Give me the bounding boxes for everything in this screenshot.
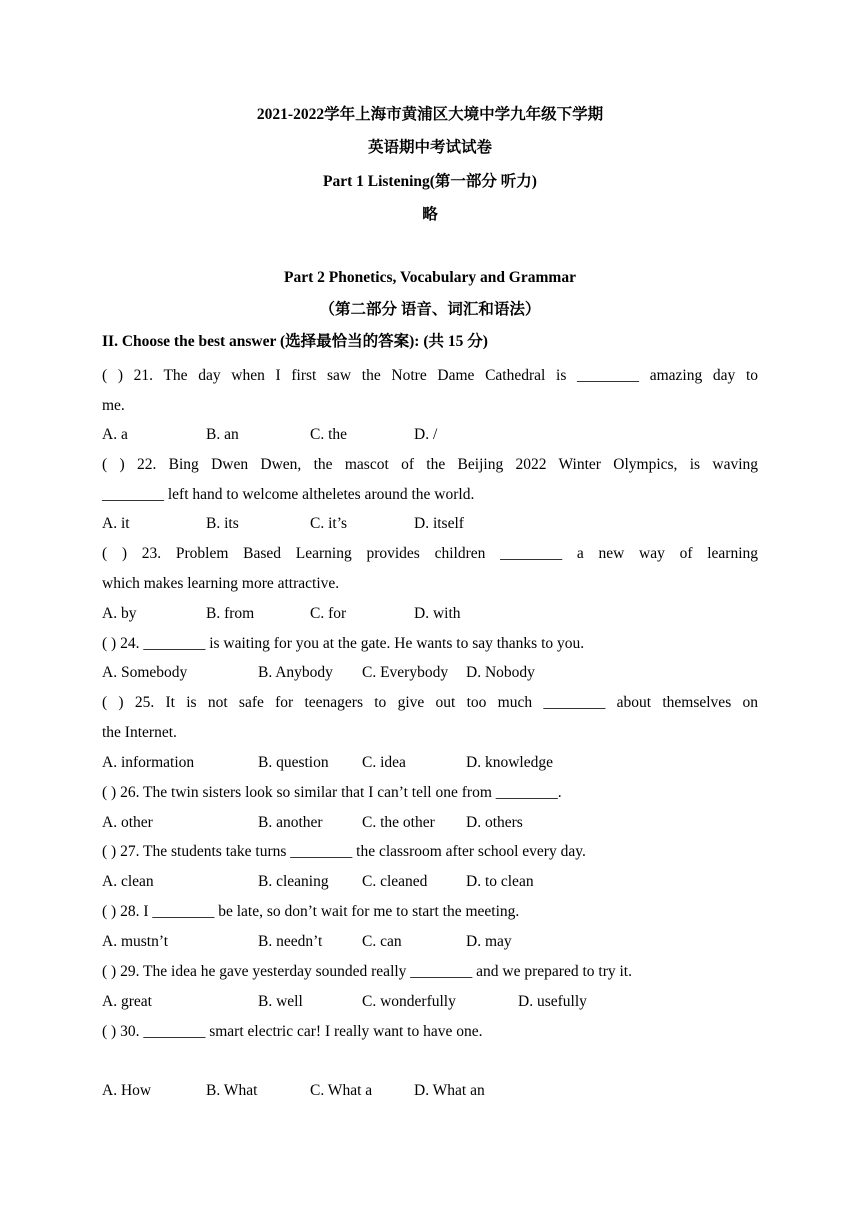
- option-d: D. usefully: [518, 993, 587, 1010]
- question-stem: ( ) 21. The day when I first saw the Notre Dame Cathedral is ________ amazing day to: [102, 367, 758, 384]
- option-d: D. may: [466, 933, 512, 950]
- option-c: C. the: [310, 426, 348, 443]
- section-heading: II. Choose the best answer (选择最恰当的答案): (共 15 分): [102, 333, 488, 350]
- option-b: B. What: [206, 1082, 258, 1099]
- option-c: C. it’s: [310, 515, 348, 532]
- option-a: A. by: [102, 605, 137, 622]
- option-c: C. the other: [362, 814, 435, 831]
- option-d: D. knowledge: [466, 754, 553, 771]
- option-a: A. clean: [102, 873, 154, 890]
- option-a: A. a: [102, 426, 128, 443]
- option-c: C. cleaned: [362, 873, 428, 890]
- option-d: D. others: [466, 814, 523, 831]
- question-stem: ( ) 24. ________ is waiting for you at the gate. He wants to say thanks to you.: [102, 635, 585, 652]
- option-b: B. another: [258, 814, 323, 831]
- option-b: B. its: [206, 515, 239, 532]
- option-a: A. mustn’t: [102, 933, 169, 950]
- option-d: D. /: [414, 426, 438, 443]
- question-stem: ( ) 22. Bing Dwen Dwen, the mascot of the Beijing 2022 Winter Olympics, is waving: [102, 456, 758, 473]
- option-b: B. well: [258, 993, 303, 1010]
- exam-title: 2021-2022学年上海市黄浦区大境中学九年级下学期: [256, 106, 604, 123]
- option-d: D. to clean: [466, 873, 534, 890]
- option-c: C. can: [362, 933, 402, 950]
- option-c: C. Everybody: [362, 664, 449, 681]
- option-b: B. Anybody: [258, 664, 333, 681]
- option-a: A. How: [102, 1082, 152, 1099]
- question-stem: ( ) 23. Problem Based Learning provides children ________ a new way of learning: [102, 545, 758, 562]
- question-stem: ( ) 26. The twin sisters look so similar that I can’t tell one from ________.: [102, 784, 562, 801]
- question-stem-continued: the Internet.: [102, 724, 177, 741]
- option-a: A. information: [102, 754, 195, 771]
- question-stem-continued: which makes learning more attractive.: [102, 575, 340, 592]
- option-b: B. from: [206, 605, 255, 622]
- option-d: D. What an: [414, 1082, 485, 1099]
- question-stem: ( ) 29. The idea he gave yesterday sounded really ________ and we prepared to try it.: [102, 963, 632, 980]
- question-stem: ( ) 25. It is not safe for teenagers to give out too much ________ about themselves on: [102, 694, 758, 711]
- question-stem: ( ) 27. The students take turns ________ the classroom after school every day.: [102, 843, 586, 860]
- option-d: D. Nobody: [466, 664, 535, 681]
- question-stem-continued: ________ left hand to welcome altheletes around the world.: [102, 486, 475, 503]
- question-stem-continued: me.: [102, 397, 125, 414]
- part2-heading: Part 2 Phonetics, Vocabulary and Grammar: [284, 269, 576, 286]
- exam-subtitle: 英语期中考试试卷: [367, 139, 492, 156]
- option-b: B. an: [206, 426, 239, 443]
- option-a: A. other: [102, 814, 153, 831]
- option-a: A. it: [102, 515, 130, 532]
- option-c: C. What a: [310, 1082, 373, 1099]
- option-c: C. wonderfully: [362, 993, 456, 1010]
- option-d: D. with: [414, 605, 461, 622]
- question-stem: ( ) 28. I ________ be late, so don’t wait for me to start the meeting.: [102, 903, 520, 920]
- option-a: A. Somebody: [102, 664, 188, 681]
- part2-chinese-heading: （第二部分 语音、词汇和语法）: [319, 301, 541, 318]
- option-c: C. for: [310, 605, 347, 622]
- option-c: C. idea: [362, 754, 406, 771]
- option-b: B. cleaning: [258, 873, 329, 890]
- listening-omitted-note: 略: [422, 206, 438, 223]
- option-b: B. needn’t: [258, 933, 323, 950]
- option-b: B. question: [258, 754, 329, 771]
- option-d: D. itself: [414, 515, 464, 532]
- option-a: A. great: [102, 993, 152, 1010]
- question-stem: ( ) 30. ________ smart electric car! I really want to have one.: [102, 1023, 483, 1040]
- part1-heading: Part 1 Listening(第一部分 听力): [323, 173, 537, 190]
